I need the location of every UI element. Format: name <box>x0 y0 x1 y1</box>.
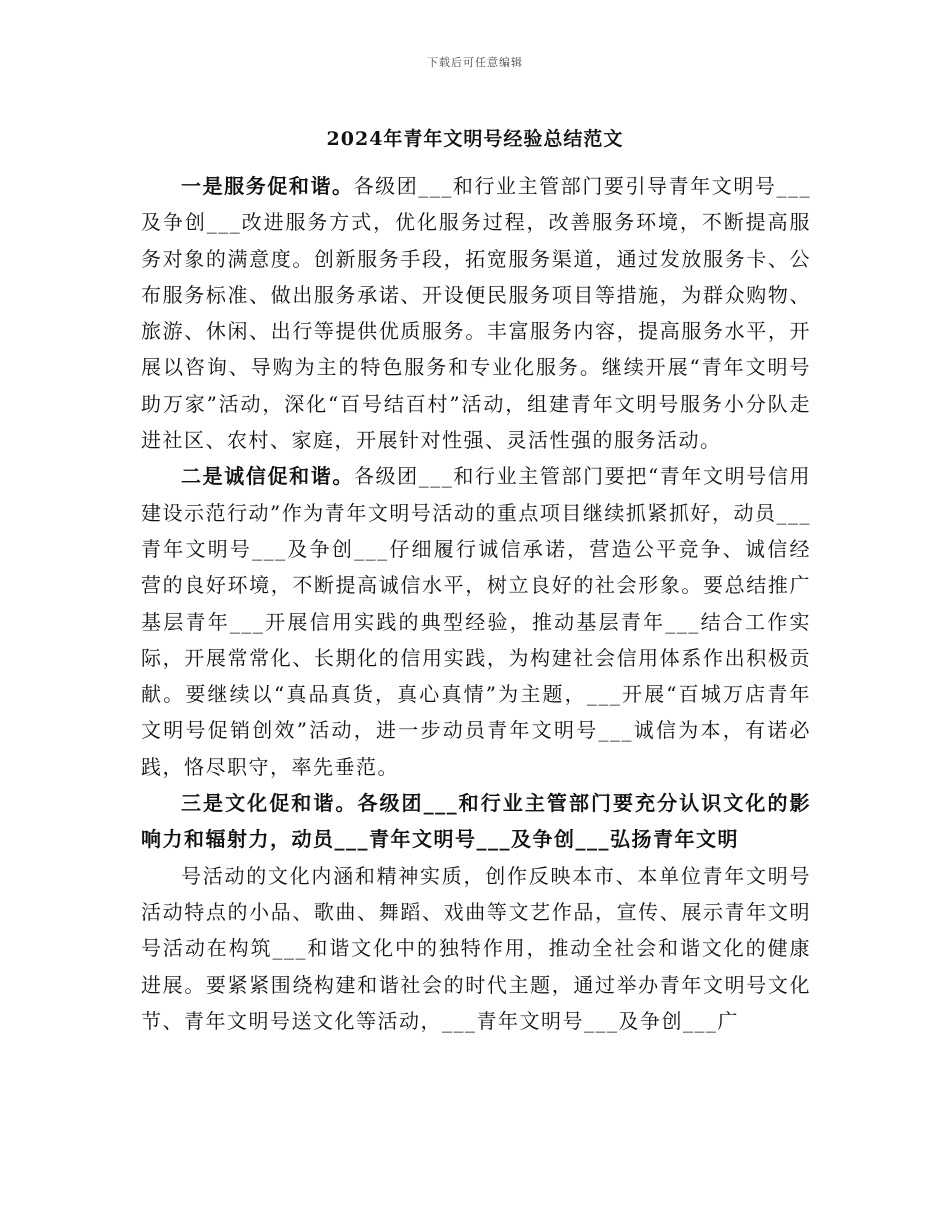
header-note: 下载后可任意编辑 <box>427 56 523 69</box>
paragraph-service <box>141 168 811 458</box>
paragraph-text: 各级团___和行业主管部门要把“青年文明号信用建设示范行动”作为青年文明号活动的重点项目继续抓紧抓好，动员___青年文明号___及争创___仔细履行诚信承诺，营造公平竞争、诚信经营的良好环境，不断提高诚信水平，树立良好的社会形象。要总结推广基层青年___开展信用实践的典型经验，推动基层青年___结合工作实际，开展常常化、长期化的信用实践，为构建社会信用体系作出积极贡献。要继续以“真品真货，真心真情”为主题，___开展“百城万店青年文明号促销创效”活动，进一步动员青年文明号___诚信为本，有诺必践，恪尽职守，率先垂范。 <box>141 464 811 779</box>
document-body <box>141 168 811 1039</box>
paragraph-lead: 一是服务促和谐。 <box>181 174 354 198</box>
paragraph-culture: 三是文化促和谐。各级团___和行业主管部门要充分认识文化的影响力和辐射力，动员___青年文明号___及争创___弘扬青年文明 <box>141 791 811 852</box>
paragraph-lead: 二是诚信促和谐。 <box>181 464 354 489</box>
paragraph-integrity <box>141 458 811 785</box>
paragraph-culture-continued: 号活动的文化内涵和精神实质，创作反映本市、本单位青年文明号活动特点的小品、歌曲、舞蹈、戏曲等文艺作品，宣传、展示青年文明号活动在构筑___和谐文化中的独特作用，推动全社会和谐文化的健康进展。要紧紧围绕构建和谐社会的时代主题，通过举办青年文明号文化节、青年文明号送文化等活动，___青年文明号___及争创___广 <box>141 863 811 1033</box>
paragraph-text: 各级团___和行业主管部门要引导青年文明号___及争创___改进服务方式，优化服务过程，改善服务环境，不断提高服务对象的满意度。创新服务手段，拓宽服务渠道，通过发放服务卡、公布服务标准、做出服务承诺、开设便民服务项目等措施，为群众购物、旅游、休闲、出行等提供优质服务。丰富服务内容，提高服务水平，开展以咨询、导购为主的特色服务和专业化服务。继续开展“青年文明号助万家”活动，深化“百号结百村”活动，组建青年文明号服务小分队走进社区、农村、家庭，开展针对性强、灵活性强的服务活动。 <box>141 174 812 453</box>
document-title: 2024年青年文明号经验总结范文 <box>326 128 624 150</box>
